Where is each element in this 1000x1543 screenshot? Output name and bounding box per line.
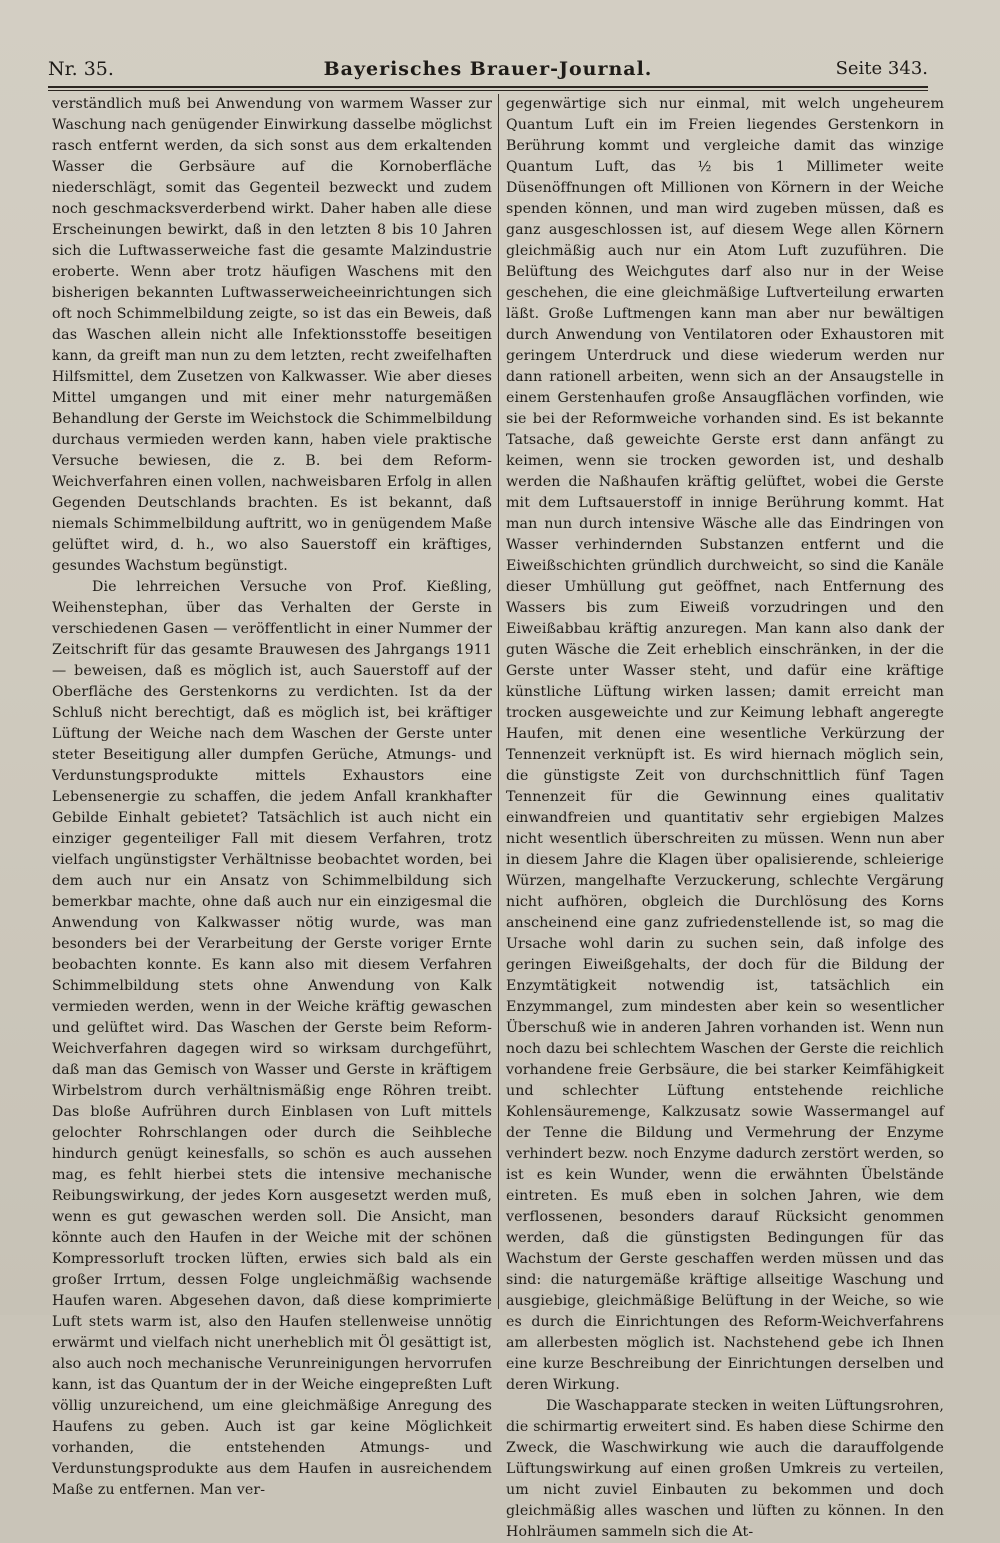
page-header [48, 58, 928, 84]
paragraph: verständlich muß bei Anwendung von warmem Wasser zur Waschung nach genügender Einwirkung dasselbe möglichst rasch entfernt werden, da sich sonst aus dem erkaltenden Wasser die Gerbsäure auf die Kornoberfläche niederschlägt, somit das Gegenteil bezweckt und zudem noch geschmacksverderbend wirkt. Daher haben alle diese Erscheinungen bewirkt, daß in den letzten 8 bis 10 Jahren sich die Luftwasserweiche fast die gesamte Malzindustrie eroberte. Wenn aber trotz häufigen Waschens mit den bisherigen bekannten Luftwasserweicheeinrichtungen sich oft noch Schimmelbildung zeigte, so ist das ein Beweis, daß das Waschen allein nicht alle Infektionsstoffe beseitigen kann, da greift man nun zu dem letzten, recht zweifelhaften Hilfsmittel, dem Zusetzen von Kalkwasser. Wie aber dieses Mittel umgangen und mit einer mehr naturgemäßen Behandlung der Gerste im Weichstock die Schimmelbildung durchaus vermieden werden kann, haben viele praktische Versuche bewiesen, die z. B. bei dem Reform-Weichverfahren einen vollen, nachweisbaren Erfolg in allen Gegenden Deutschlands brachten. Es ist bekannt, daß niemals Schimmelbildung auftritt, wo in genügendem Maße gelüftet wird, d. h., wo also Sauerstoff ein kräftiges, gesundes Wachstum begünstigt. [52, 96, 492, 574]
column-divider [498, 94, 499, 1309]
paragraph: Die Waschapparate stecken in weiten Lüftungsrohren, die schirmartig erweitert sind. Es haben diese Schirme den Zweck, die Waschwirkung wie auch die darauffolgende Lüftungswirkung auf einen großen Umkreis zu verteilen, um nicht zuviel Einbauten zu bekommen und doch gleichmäßig alles waschen und lüften zu können. In den Hohlräumen sammeln sich die At- [506, 1398, 944, 1540]
left-column [52, 94, 492, 1498]
header-rule [48, 86, 928, 88]
issue-number: Nr. 35. [48, 58, 114, 80]
header-rule-thin [48, 90, 928, 91]
paragraph: gegenwärtige sich nur einmal, mit welch ungeheurem Quantum Luft ein im Freien liegendes Gerstenkorn in Berührung kommt und vergleiche damit das winzige Quantum Luft, das ½ bis 1 Millimeter weite Düsenöffnungen oft Millionen von Körnern in der Weiche spenden können, und man wird zugeben müssen, daß es ganz ausgeschlossen ist, auf diesem Wege allen Körnern gleichmäßig auch nur ein Atom Luft zuzuführen. Die Belüftung des Weichgutes darf also nur in der Weise geschehen, die eine gleichmäßige Luftverteilung erwarten läßt. Große Luftmengen kann man aber nur bewältigen durch Anwendung von Ventilatoren oder Exhaustoren mit geringem Unterdruck und diese wiederum werden nur dann rationell arbeiten, wenn sich an der Ansaugstelle in einem Gerstenhaufen große Ansaugflächen vorfinden, wie sie bei der Reformweiche vorhanden sind. Es ist bekannte Tatsache, daß geweichte Gerste erst dann anfängt zu keimen, wenn sie trocken geworden ist, und deshalb werden die Naßhaufen kräftig gelüftet, wobei die Gerste mit dem Luftsauerstoff in innige Berührung kommt. Hat man nun durch intensive Wäsche alle das Eindringen von Wasser verhindernden Substanzen entfernt und die Eiweißschichten gründlich durchweicht, so sind die Kanäle dieser Umhüllung gut geöffnet, nach Entfernung des Wassers bis zum Eiweiß vorzudringen und den Eiweißabbau kräftig anzuregen. Man kann also dank der guten Wäsche die Zeit erheblich einschränken, in der die Gerste unter Wasser steht, und dafür eine kräftige künstliche Lüftung wirken lassen; damit erreicht man trocken ausgeweichte und zur Keimung lebhaft angeregte Haufen, mit denen eine wesentliche Verkürzung der Tennenzeit verknüpft ist. Es wird hiernach möglich sein, die günstigste Zeit von durchschnittlich fünf Tagen Tennenzeit für die Gewinnung eines qualitativ einwandfreien und quantitativ sehr ergiebigen Malzes nicht wesentlich überschreiten zu müssen. Wenn nun aber in diesem Jahre die Klagen über opalisierende, schleierige Würzen, mangelhafte Verzuckerung, schlechte Vergärung nicht aufhören, obgleich die Durchlösung des Korns anscheinend eine ganz zufriedenstellende ist, so mag die Ursache wohl darin zu suchen sein, daß infolge des geringen Eiweißgehalts, der doch für die Bildung der Enzymtätigkeit notwendig ist, tatsächlich ein Enzymmangel, zum mindesten aber kein so wesentlicher Überschuß wie in anderen Jahren vorhanden ist. Wenn nun noch dazu bei schlechtem Waschen der Gerste die reichlich vorhandene freie Gerbsäure, die bei starker Keimfähigkeit und schlechter Lüftung entstehende reichliche Kohlensäuremenge, Kalkzusatz sowie Wassermangel auf der Tenne die Bildung und Vermehrung der Enzyme verhindert bezw. noch Enzyme dadurch zerstört werden, so ist es kein Wunder, wenn die erwähnten Übelstände eintreten. Es muß eben in solchen Jahren, wie dem verflossenen, besonders darauf Rücksicht genommen werden, daß die günstigsten Bedingungen für das Wachstum der Gerste geschaffen werden müssen und das sind: die naturgemäße kräftige allseitige Waschung und ausgiebige, gleichmäßige Belüftung in der Weiche, so wie es durch die Einrichtungen des Reform-Weichverfahrens am allerbesten möglich ist. Nachstehend gebe ich Ihnen eine kurze Beschreibung der Einrichtungen derselben und deren Wirkung. [506, 96, 944, 1393]
paragraph: Die lehrreichen Versuche von Prof. Kießling, Weihenstephan, über das Verhalten der Gerste in verschiedenen Gasen — veröffentlicht in einer Nummer der Zeitschrift für das gesamte Brauwesen des Jahrgangs 1911 — beweisen, daß es möglich ist, auch Sauerstoff auf der Oberfläche des Gerstenkorns zu verdichten. Ist da der Schluß nicht berechtigt, daß es möglich ist, bei kräftiger Lüftung der Weiche nach dem Waschen der Gerste unter steter Beseitigung aller dumpfen Gerüche, Atmungs- und Verdunstungsprodukte mittels Exhaustors eine Lebensenergie zu schaffen, die jedem Anfall krankhafter Gebilde Einhalt gebietet? Tatsächlich ist auch nicht ein einziger gegenteiliger Fall mit diesem Verfahren, trotz vielfach ungünstigster Verhältnisse beobachtet worden, bei dem auch nur ein Ansatz von Schimmelbildung sich bemerkbar machte, ohne daß auch nur ein einzigesmal die Anwendung von Kalkwasser nötig wurde, was man besonders bei der Verarbeitung der Gerste voriger Ernte beobachten konnte. Es kann also mit diesem Verfahren Schimmelbildung stets ohne Anwendung von Kalk vermieden werden, wenn in der Weiche kräftig gewaschen und gelüftet wird. Das Waschen der Gerste beim Reform-Weichverfahren dagegen wird so wirksam durchgeführt, daß man das Gemisch von Wasser und Gerste in kräftigem Wirbelstrom durch verhältnismäßig enge Röhren treibt. Das bloße Aufrühren durch Einblasen von Luft mittels gelochter Rohrschlangen oder durch die Seihbleche hindurch genügt keinesfalls, so schön es auch aussehen mag, es fehlt hierbei stets die intensive mechanische Reibungswirkung, der jedes Korn ausgesetzt werden muß, wenn es gut gewaschen werden soll. Die Ansicht, man könnte auch den Haufen in der Weiche mit der schönen Kompressorluft trocken lüften, erwies sich bald als ein großer Irrtum, dessen Folge ungleichmäßig wachsende Haufen waren. Abgesehen davon, daß diese komprimierte Luft stets warm ist, also den Haufen stellenweise unnötig erwärmt und vielfach nicht unerheblich mit Öl gesättigt ist, also auch noch mechanische Verunreinigungen hervorrufen kann, ist das Quantum der in der Weiche eingepreßten Luft völlig unzureichend, um eine gleichmäßige Anregung des Haufens zu geben. Auch ist gar keine Möglichkeit vorhanden, die entstehenden Atmungs- und Verdunstungsprodukte aus dem Haufen in ausreichendem Maße zu entfernen. Man ver- [52, 579, 492, 1498]
journal-title: Bayerisches Brauer-Journal. [323, 58, 653, 80]
right-column [506, 94, 944, 1540]
page-number: Seite 343. [835, 58, 928, 79]
